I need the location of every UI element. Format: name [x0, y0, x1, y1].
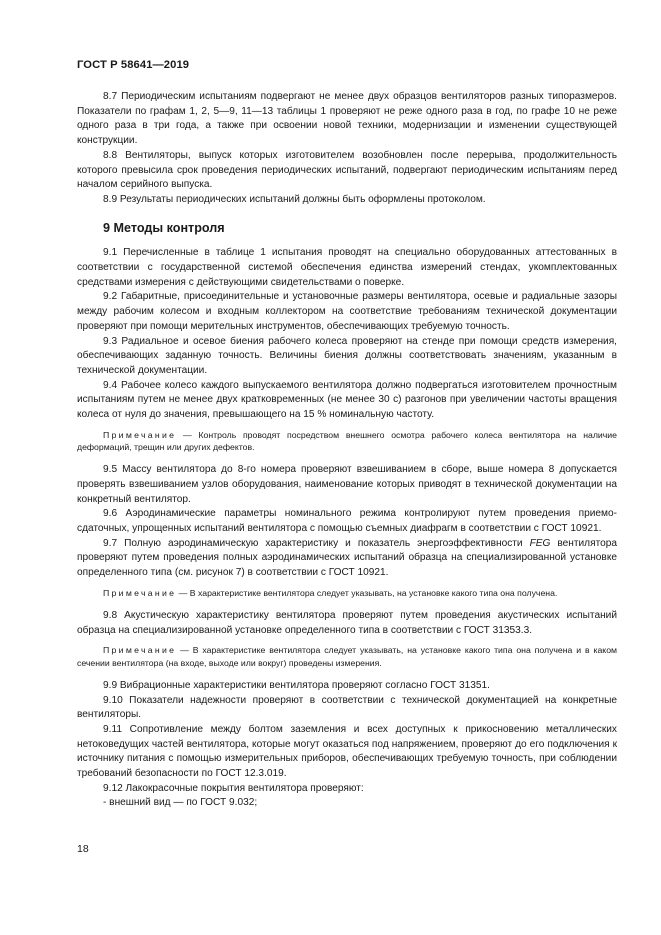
note-label: Примечание	[103, 429, 177, 440]
paragraph-9-7	[77, 537, 617, 581]
list-item: - внешний вид — по ГОСТ 9.032;	[103, 797, 258, 809]
paragraph-9-5: 9.5 Массу вентилятора до 8-го номера проверяют взвешиванием в сборе, выше номера 8 допускается проверять взвешиванием узлов оборудования, наименование которых приводят в технической документации на конкретный вентилятор.	[77, 464, 617, 505]
paragraph-9-10: 9.10 Показатели надежности проверяют в соответствии с технической документацией на конкретные вентиляторы.	[77, 694, 617, 721]
paragraph-9-3: 9.3 Радиальное и осевое биения рабочего колеса проверяют на стенде при помощи средств измерения, обеспечивающих заданную точность. Величины биения должны соответствовать значениям, указанным в технической документации.	[77, 335, 617, 376]
note-rotor-inspection	[77, 429, 617, 453]
paragraph-9-7-start: 9.7 Полную аэродинамическую характеристику и показатель энергоэффективности	[103, 537, 530, 549]
paragraph-9-4: 9.4 Рабочее колесо каждого выпускаемого вентилятора должно подвергаться изготовителем прочностным испытаниям путем не менее двух кратковременных (не менее 30 с) разгонов при увеличении частоты вращения колеса от нуля до значения, превышающего на 15 % номинальную частоту.	[77, 379, 617, 421]
paragraph-9-8: 9.8 Акустическую характеристику вентилятора проверяют путем проведения акустических испытаний образца на специализированной установке определенного типа в соответствии с ГОСТ 31353.3.	[77, 610, 617, 636]
paragraph-9-6: 9.6 Аэродинамические параметры номинального режима контролируют путем проведения приемо-сдаточных, упрощенных испытаний вентилятора с помощью съемных диафрагм в соответствии с ГОСТ 10921.	[77, 508, 617, 534]
paragraph-9-7-end: вентилятора проверяют путем проведения полных аэродинамических испытаний образца на специализированной установке определенного типа (см. рисунок 7) в соответствии с ГОСТ 10921.	[77, 537, 617, 579]
page-body	[77, 90, 617, 811]
paragraph-8-9: 8.9 Результаты периодических испытаний должны быть оформлены протоколом.	[103, 193, 486, 205]
note-label: Примечание	[103, 587, 177, 598]
paragraph-9-1: 9.1 Перечисленные в таблице 1 испытания проводят на специально оборудованных аттестованных в соответствии с государственной системой обеспечения единства измерений стендах, укомплектованных средствами измерения с действующими свидетельствами о поверке.	[77, 247, 617, 288]
note-text: — Контроль проводят посредством внешнего осмотра рабочего колеса вентилятора на наличие деформаций, трещин или других дефектов.	[77, 429, 617, 452]
page-number: 18	[77, 843, 89, 855]
note-label: Примечание	[103, 645, 177, 656]
paragraph-8-8: 8.8 Вентиляторы, выпуск которых изготовителем возобновлен после перерыва, продолжительность которого превысила срок проведения периодических испытаний, подвергают периодическим испытаниям перед началом серийного выпуска.	[77, 149, 617, 191]
note-installation-type	[77, 587, 617, 599]
note-acoustic-measurement	[77, 644, 617, 668]
note-text: — В характеристике вентилятора следует указывать, на установке какого типа она получена.	[176, 587, 558, 598]
paragraph-9-11: 9.11 Сопротивление между болтом заземления и всех доступных к прикосновению металлических нетоковедущих частей вентилятора, которые могут оказаться под напряжением, проверяют до его подключения к источнику питания с помощью измерительных приборов, обеспечивающих требуемую точность, при соблюдении требований безопасности по ГОСТ 12.3.019.	[77, 723, 617, 780]
paragraph-8-7: 8.7 Периодическим испытаниям подвергают не менее двух образцов вентиляторов разных типоразмеров. Показатели по графам 1, 2, 5—9, 11—13 таблицы 1 проверяют не реже одного раза в год, по графе 10 не реже одного раза в три года, а также при освоении новой техники, модернизации и изменении существующей конструкции.	[77, 91, 617, 147]
paragraph-9-2: 9.2 Габаритные, присоединительные и установочные размеры вентилятора, осевые и радиальные зазоры между рабочим колесом и входным коллектором на соответствие требованиям технической документации проверяют при помощи мерительных инструментов, обеспечивающих требуемую точность.	[77, 291, 617, 332]
note-text: — В характеристике вентилятора следует указывать, на установке какого типа она получена и в каком сечении вентилятора (на входе, выходе или вокруг) проведены измерения.	[77, 645, 617, 668]
feg-term: FEG	[529, 537, 551, 549]
standard-code-header: ГОСТ Р 58641—2019	[77, 59, 190, 71]
paragraph-9-9: 9.9 Вибрационные характеристики вентилятора проверяют согласно ГОСТ 31351.	[103, 679, 490, 691]
paragraph-9-12: 9.12 Лакокрасочные покрытия вентилятора проверяют:	[103, 782, 364, 794]
section-title: 9 Методы контроля	[103, 220, 225, 235]
